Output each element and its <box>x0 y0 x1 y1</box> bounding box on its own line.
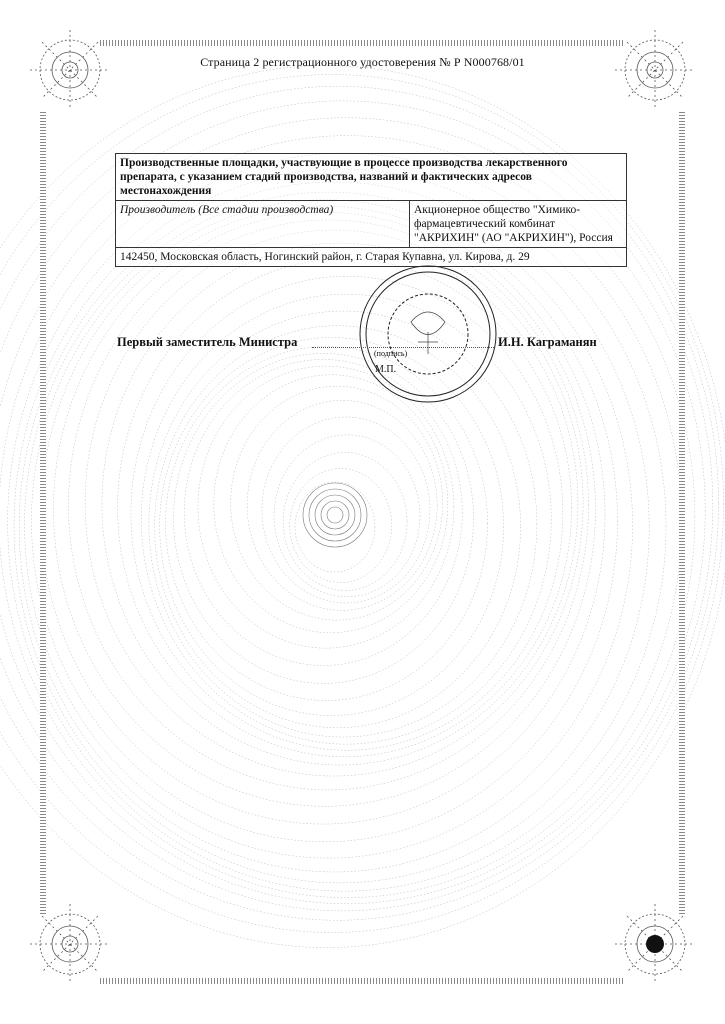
guilloche-ring <box>274 435 420 597</box>
seal-place-label: М.П. <box>375 364 397 375</box>
company-cell: Акционерное общество "Химико-фармацевтический комбинат "АКРИХИН" (АО "АКРИХИН"), Россия <box>414 204 613 244</box>
official-seal-icon <box>356 262 501 407</box>
guilloche-ring <box>247 400 437 610</box>
guilloche-ring <box>25 192 633 858</box>
corner-ornament-icon <box>25 25 115 115</box>
guilloche-ring <box>198 366 454 648</box>
guilloche-ring <box>14 169 666 883</box>
signatory-position: Первый заместитель Министра <box>117 335 298 349</box>
table-caption: Производственные площадки, участвующие в процессе производства лекарственного препарата, с указанием стадий производства, названий и фактических адресов местонахождения <box>116 154 626 201</box>
signature-line <box>312 347 494 348</box>
guilloche-ring <box>85 230 583 776</box>
left-border <box>40 110 46 914</box>
guilloche-ring <box>214 375 448 633</box>
guilloche-ring <box>118 259 572 757</box>
bottom-border <box>100 978 625 984</box>
guilloche-ring <box>31 200 617 842</box>
producer-role-cell: Производитель (Все стадии производства) <box>116 201 410 247</box>
guilloche-ring <box>53 212 595 806</box>
guilloche-ring <box>283 452 407 590</box>
guilloche-ring <box>68 220 588 790</box>
signatory-name: И.Н. Каграманян <box>498 335 597 349</box>
manufacturing-sites-table <box>115 153 627 267</box>
table-row <box>116 201 626 248</box>
address-cell: 142450, Московская область, Ногинский район, г. Старая Купавна, ул. Кирова, д. 29 <box>120 251 530 263</box>
signature-caption: (подпись) <box>374 349 408 358</box>
guilloche-ring <box>295 482 375 572</box>
corner-ornament-icon <box>610 899 700 989</box>
right-border <box>679 110 685 914</box>
guilloche-ring <box>19 182 649 872</box>
page-header: Страница 2 регистрационного удостоверения № Р N000768/01 <box>200 55 525 69</box>
corner-ornament-icon <box>610 25 700 115</box>
guilloche-ring <box>231 386 443 620</box>
guilloche-ring <box>262 417 430 603</box>
top-border <box>100 40 625 46</box>
corner-ornament-icon <box>25 899 115 989</box>
guilloche-ring <box>102 243 578 765</box>
